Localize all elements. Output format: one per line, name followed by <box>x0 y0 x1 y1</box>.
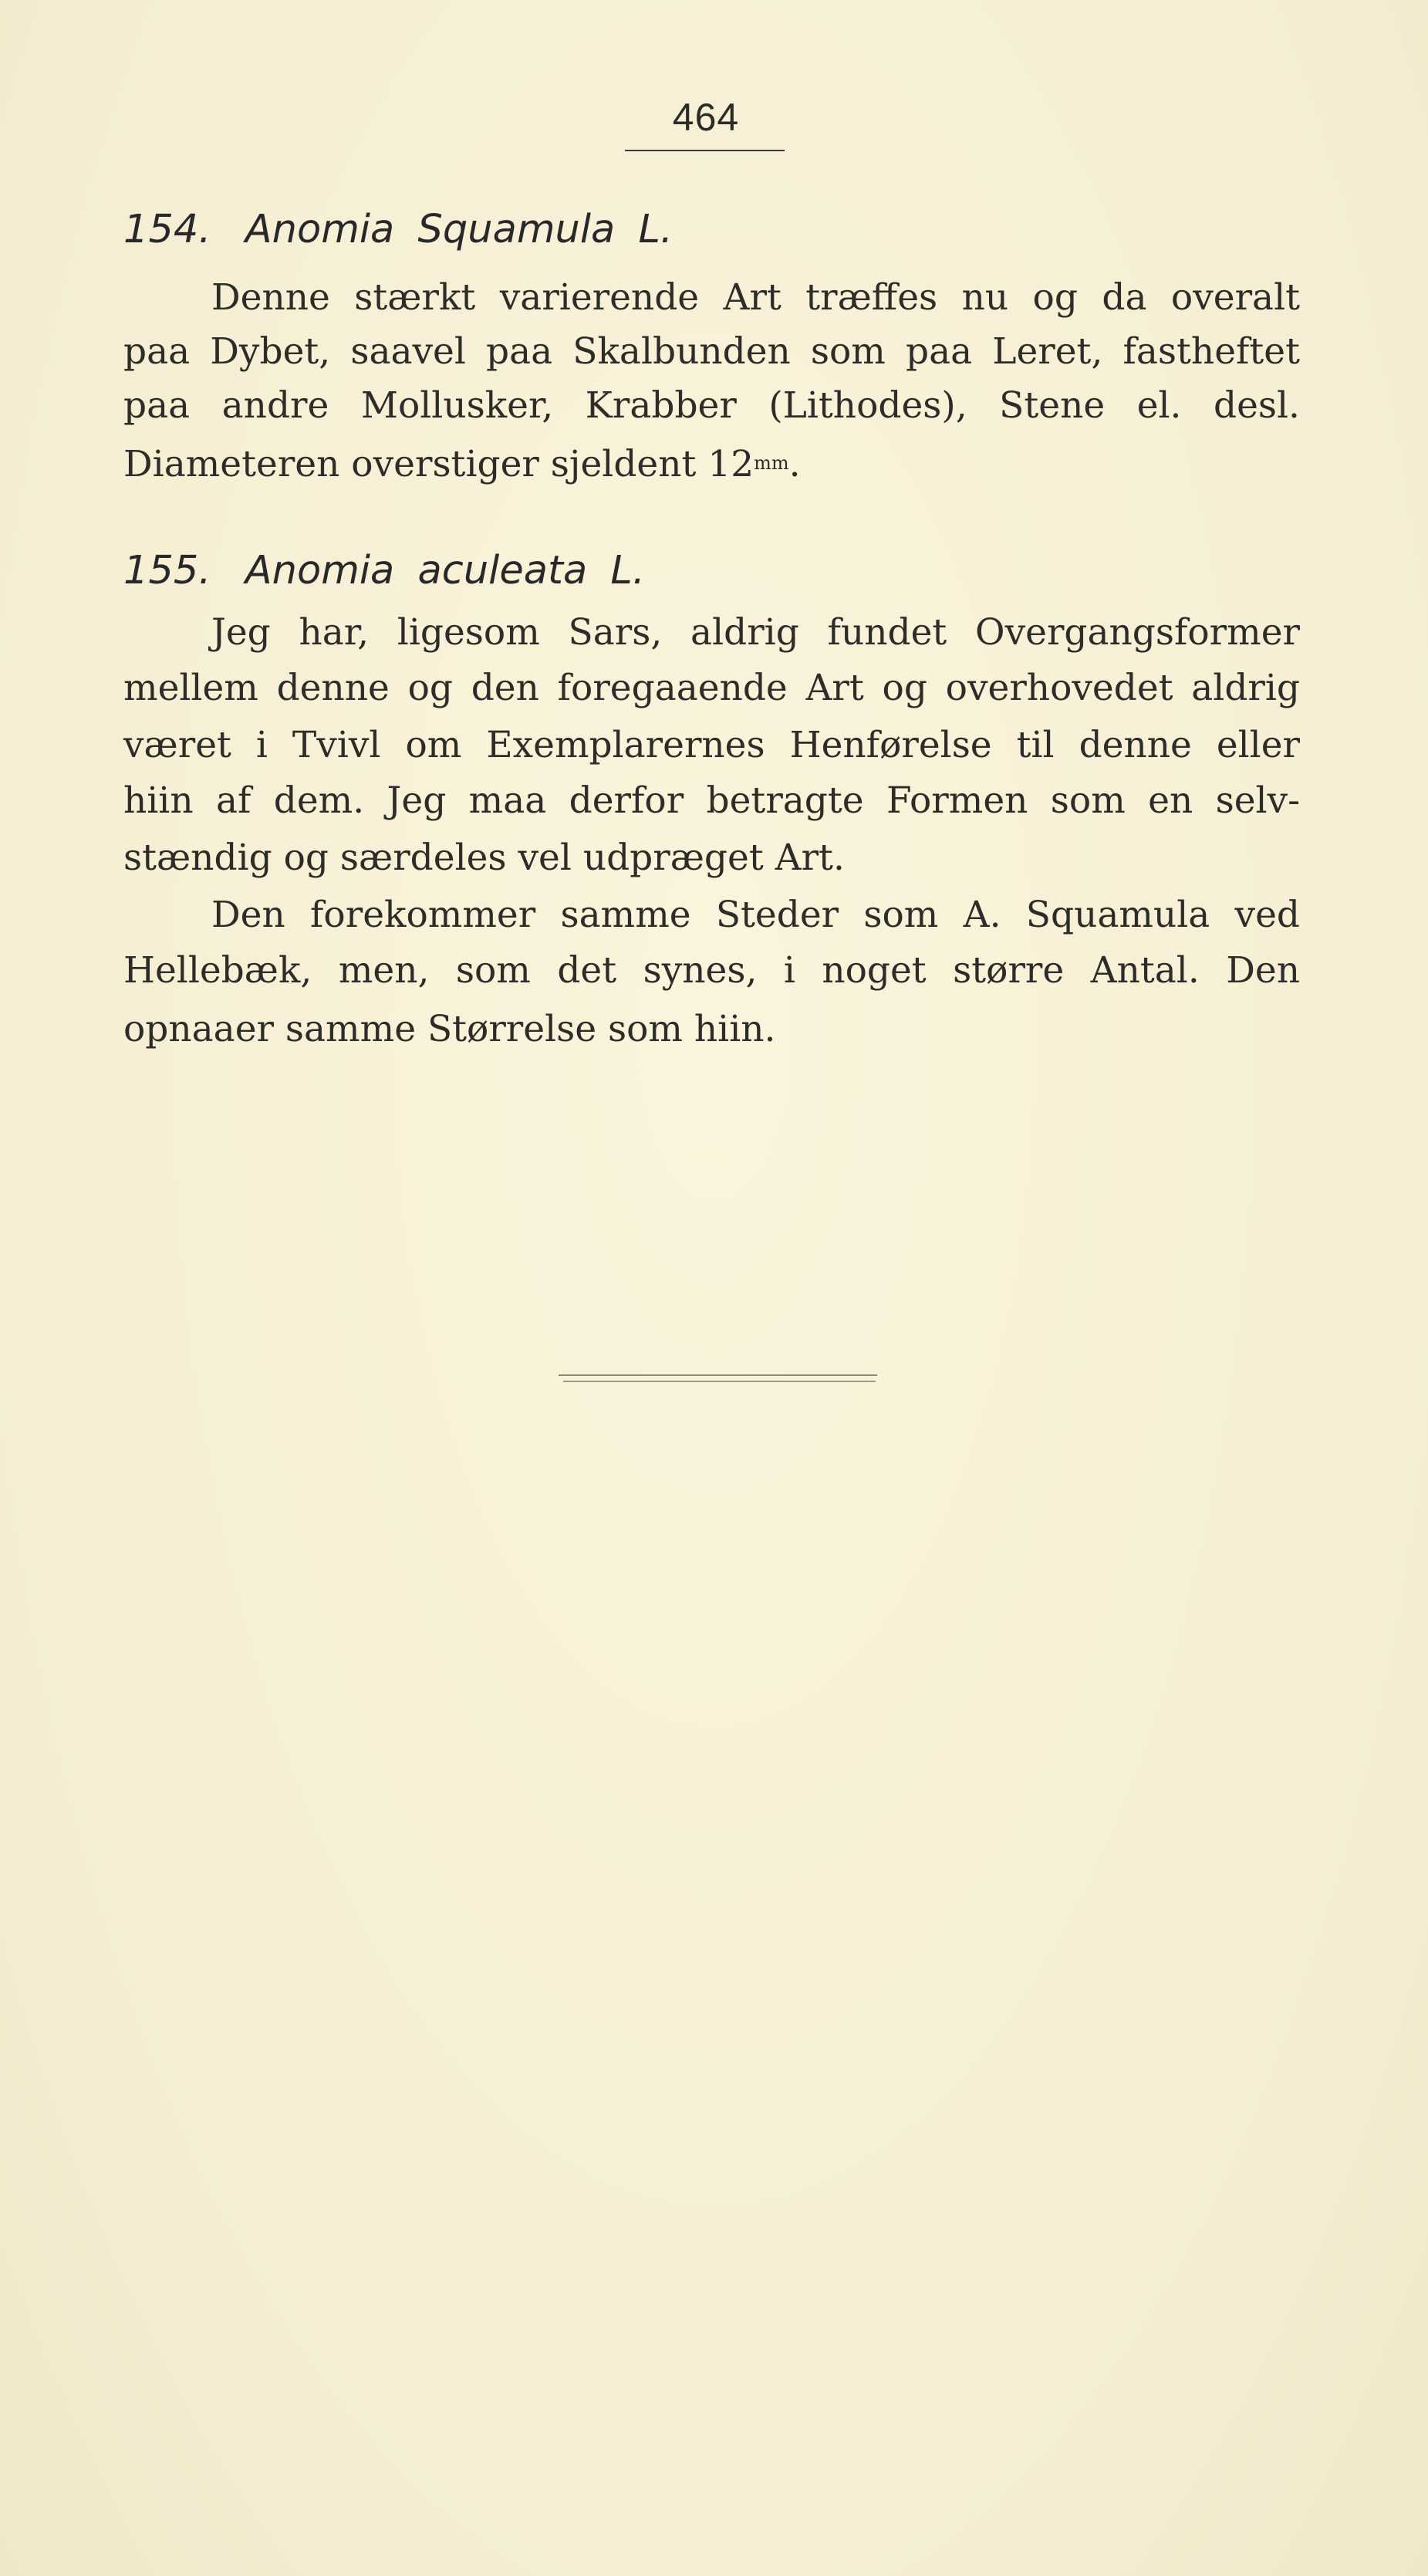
species-number: 154. <box>123 207 211 252</box>
text-line: paa andre Mollusker, Krabber (Lithodes), Stene el. desl. <box>123 384 1300 427</box>
genus-name: Anomia <box>245 548 395 593</box>
text-line: opnaaer samme Størrelse som hiin. <box>123 1008 776 1050</box>
species-number: 155. <box>123 548 211 593</box>
end-divider <box>559 1374 877 1376</box>
species-name: aculeata <box>417 548 588 593</box>
species-heading-155 <box>123 546 645 596</box>
species-heading-154 <box>123 205 673 255</box>
page-number: 464 <box>672 96 740 139</box>
text-line: mellem denne og den foregaaende Art og overhovedet aldrig <box>123 667 1300 709</box>
text-line: hiin af dem. Jeg maa derfor betragte Formen som en selv- <box>123 779 1300 822</box>
text-line: Diameteren overstiger sjeldent 12 <box>123 443 755 485</box>
unit-superscript: mm <box>754 452 789 474</box>
text-line: Denne stærkt varierende Art træffes nu og da overalt <box>211 276 1300 319</box>
text-line: Den forekommer samme Steder som A. Squamula ved <box>211 894 1300 936</box>
text-line: stændig og særdeles vel udpræget Art. <box>123 837 845 879</box>
text-line-with-unit <box>123 441 1300 488</box>
species-name: Squamula <box>417 207 616 252</box>
text-line: Hellebæk, men, som det synes, i noget større Antal. Den <box>123 949 1300 992</box>
sentence-end: . <box>788 443 801 485</box>
page-number-rule <box>625 150 785 151</box>
species-author: L. <box>638 207 673 252</box>
text-line: Jeg har, ligesom Sars, aldrig fundet Overgangsformer <box>211 611 1300 654</box>
species-author: L. <box>610 548 646 593</box>
end-divider <box>563 1381 876 1382</box>
text-line: paa Dybet, saavel paa Skalbunden som paa Leret, fastheftet <box>123 330 1300 373</box>
genus-name: Anomia <box>245 207 395 252</box>
text-line: været i Tvivl om Exemplarernes Henførelse til denne eller <box>123 724 1300 766</box>
